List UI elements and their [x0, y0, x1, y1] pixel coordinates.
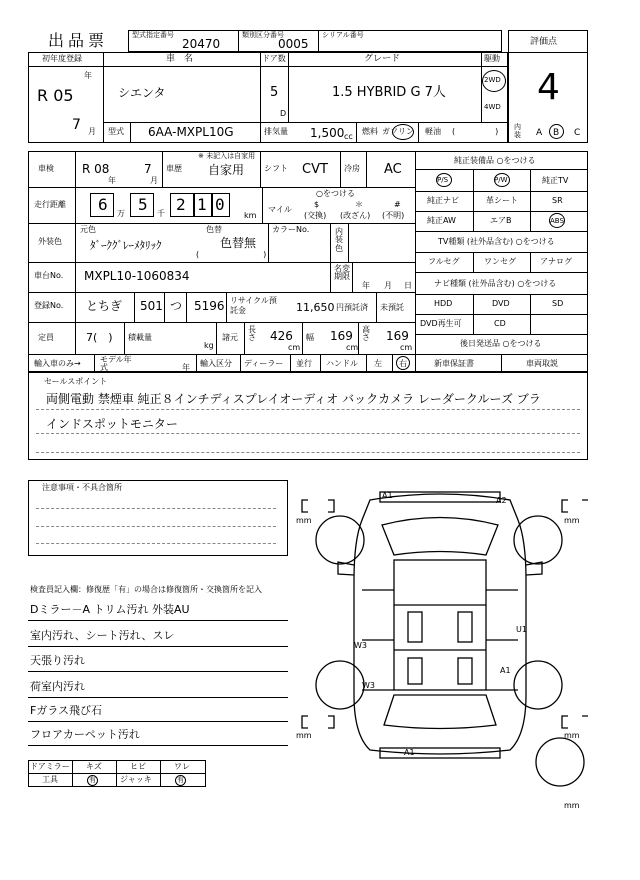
ac: AC — [384, 162, 402, 177]
grade-label: グレード — [364, 54, 401, 64]
reg-class: 501 — [140, 299, 163, 313]
recycle-amount: 11,650 — [296, 301, 335, 314]
class-no: 0005 — [278, 37, 309, 51]
grade: 1.5 HYBRID G 7人 — [332, 85, 446, 100]
mark-right-rear: A1 — [500, 666, 511, 675]
original-color: ﾀﾞｰｸｸﾞﾚｰﾒﾀﾘｯｸ — [90, 239, 162, 252]
height: 169 — [386, 329, 409, 343]
model-no-label: 型式指定番号 — [132, 31, 174, 39]
car-name: シエンタ — [118, 86, 166, 100]
first-reg-label: 初年度登録 — [42, 54, 82, 63]
shaken-year: R 08 — [82, 162, 110, 176]
usage: 自家用 — [208, 163, 245, 177]
first-reg-year: R 05 — [37, 86, 74, 105]
note-line-2: 室内汚れ、シート汚れ、スレ — [30, 629, 175, 642]
note-line-5: Fガラス飛び石 — [30, 704, 102, 717]
mileage-digit-4: 1 — [197, 195, 207, 214]
inspector-note: 検査員記入欄：修復歴「有」の場合は修復箇所・交換箇所を記入 — [30, 585, 262, 594]
drive-label: 駆動 — [484, 54, 500, 63]
reg-kana: つ — [170, 299, 183, 313]
sales-point-box — [28, 372, 588, 460]
document-title: 出品票 — [48, 31, 109, 50]
rating-score: 4 — [537, 67, 560, 108]
sales-point-line-2: インドスポットモニター — [46, 417, 178, 431]
mileage-digit-1: 6 — [98, 195, 108, 214]
mark-front-right: A2 — [496, 496, 507, 505]
length: 426 — [270, 329, 293, 343]
mark-rear-bumper: A1 — [404, 748, 415, 757]
doors: 5 — [270, 85, 279, 100]
rating-label: 評価点 — [530, 37, 558, 47]
serial-label: シリアル番号 — [322, 31, 364, 39]
mileage-digit-3: 2 — [176, 195, 186, 214]
first-reg-month: 7 — [72, 117, 81, 133]
reg-number: 5196 — [194, 299, 225, 313]
note-line-6: フロアカーペット汚れ — [30, 728, 140, 741]
sales-point-line-1: 両側電動 禁煙車 純正８インチディスプレイオーディオ バックカメラ レーダークルーズ ブラ — [46, 392, 541, 406]
car-damage-diagram — [290, 480, 590, 820]
shaken-month: 7 — [144, 162, 152, 176]
car-name-label: 車 名 — [166, 54, 194, 64]
seats: 7( ) — [86, 331, 113, 344]
mileage-digit-2: 5 — [138, 195, 148, 214]
model-type: 6AA-MXPL10G — [148, 125, 234, 139]
class-no-label: 類別区分番号 — [242, 31, 284, 39]
mark-right-door: U1 — [516, 625, 527, 634]
displacement: 1,500 — [310, 126, 345, 140]
mark-front-bumper: A1 — [382, 491, 393, 500]
reg-place: とちぎ — [86, 299, 123, 313]
shift: CVT — [302, 162, 328, 177]
note-line-4: 荷室内汚れ — [30, 680, 85, 693]
doors-label: ドア数 — [262, 54, 286, 63]
model-no: 20470 — [182, 37, 221, 51]
mileage-digit-5: 0 — [215, 195, 225, 214]
note-line-3: 天張り汚れ — [30, 654, 85, 667]
color-change: 色替無 — [220, 236, 257, 250]
mark-left-rear: W3 — [362, 681, 375, 690]
chassis-no: MXPL10-1060834 — [84, 269, 190, 283]
width: 169 — [330, 329, 353, 343]
note-line-1: Dミラー－A トリム汚れ 外装AU — [30, 603, 190, 616]
mark-left-door: W3 — [354, 641, 367, 650]
